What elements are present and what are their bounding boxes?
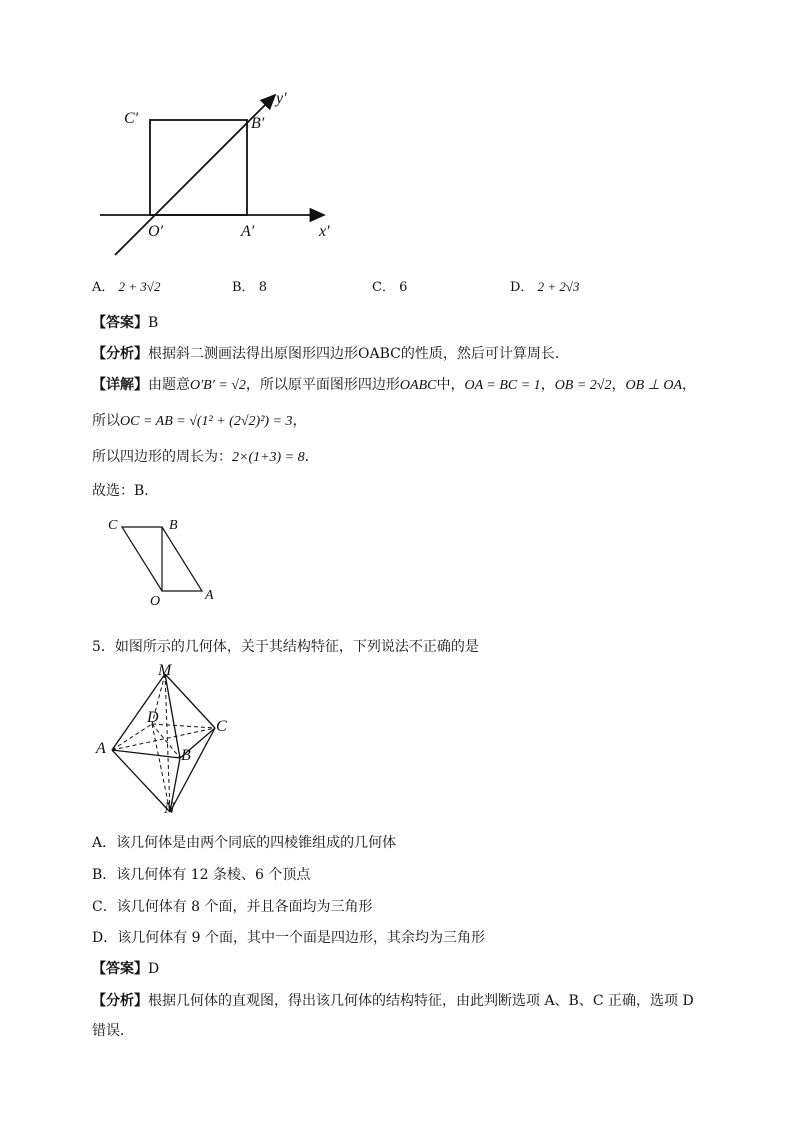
q5-option-b: B．该几何体有 12 条棱、6 个顶点 <box>92 867 311 883</box>
figure-octahedron <box>100 660 250 820</box>
label-m: M <box>158 662 172 679</box>
label-x-prime: x′ <box>319 223 330 240</box>
label-c-prime: C′ <box>124 110 139 127</box>
label-a: A <box>205 588 214 603</box>
q5-answer: 【答案】D <box>92 961 160 977</box>
q4-conclusion: 故选：B． <box>92 483 159 499</box>
label-o-prime: O′ <box>148 223 164 240</box>
label-a5: A <box>96 740 106 757</box>
q4-option-a: A． 2 + 3√2 <box>92 279 161 295</box>
square-oabc <box>150 120 247 215</box>
label-b-prime: B′ <box>251 115 265 132</box>
q5-option-d: D．该几何体有 9 个面，其中一个面是四边形，其余均为三角形 <box>92 930 486 946</box>
q5-question: 5．如图所示的几何体，关于其结构特征，下列说法不正确的是 <box>92 639 479 655</box>
q4-detail-line1: 【详解】由题意O′B′ = √2，所以原平面图形四边形OABC中，OA = BC = 1，OB = 2√2，OB ⊥ OA， <box>92 377 697 393</box>
label-b5: B <box>181 747 191 764</box>
q5-option-c: C．该几何体有 8 个面，并且各面均为三角形 <box>92 899 373 915</box>
q4-option-c: C． 6 <box>372 280 408 295</box>
label-c: C <box>108 518 118 533</box>
label-o: O <box>150 594 161 609</box>
label-y-prime: y′ <box>276 90 287 107</box>
q5-option-a: A．该几何体是由两个同底的四棱锥组成的几何体 <box>92 835 397 851</box>
q5-analysis-line2: 错误． <box>92 1023 134 1039</box>
label-b: B <box>169 518 178 533</box>
q4-detail-line3: 所以四边形的周长为：2×(1+3) = 8． <box>92 449 319 465</box>
q4-option-d: D． 2 + 2√3 <box>510 279 580 295</box>
label-n: N <box>164 800 175 817</box>
label-d: D <box>147 709 159 726</box>
q4-answer: 【答案】B <box>92 315 159 331</box>
q4-detail-line2: 所以OC = AB = √(1² + (2√2)²) = 3， <box>92 413 307 429</box>
q5-analysis-line1: 【分析】根据几何体的直观图，得出该几何体的结构特征，由此判断选项 A、B、C 正确，选项 D <box>92 993 694 1009</box>
label-a-prime: A′ <box>241 223 255 240</box>
q4-option-b: B． 8 <box>232 280 267 295</box>
q4-analysis: 【分析】根据斜二测画法得出原图形四边形OABC的性质，然后可计算周长． <box>92 346 569 362</box>
label-c5: C <box>216 718 227 735</box>
